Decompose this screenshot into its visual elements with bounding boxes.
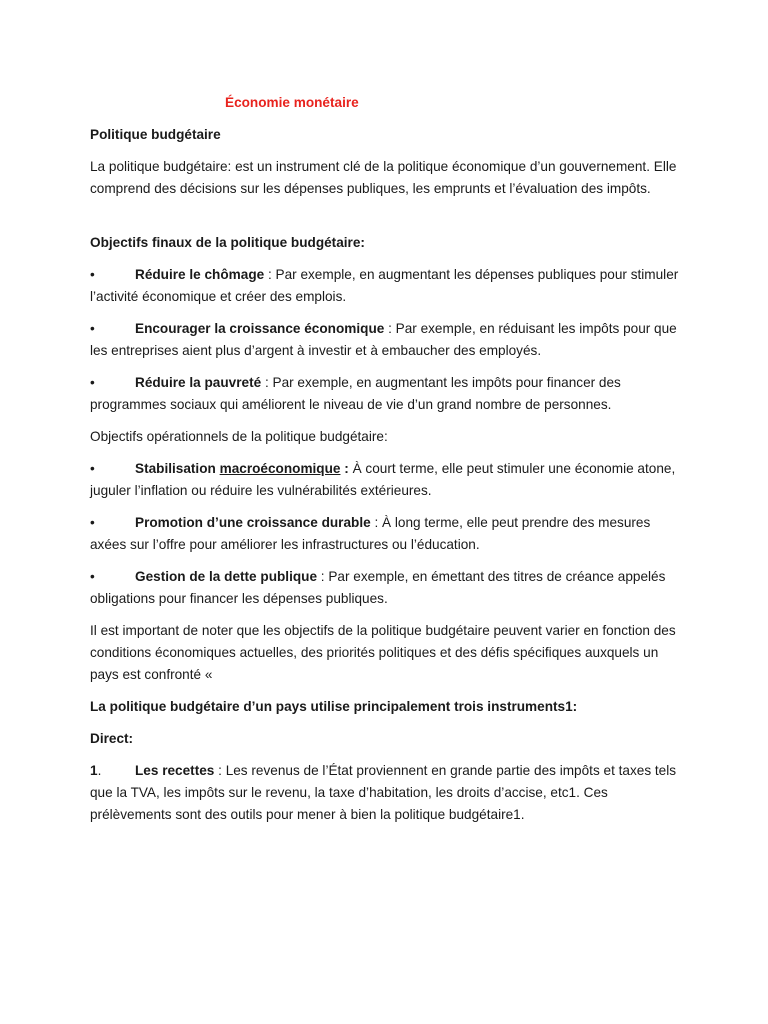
- document-title: Économie monétaire: [225, 95, 359, 110]
- bullet-icon: •: [90, 375, 95, 390]
- list-item: [90, 566, 690, 610]
- list-item-text: : Par exemple, en réduisant les impôts pour que les entreprises aient plus d’argent à investir et à embaucher des employés.: [90, 321, 677, 358]
- direct-heading: Direct:: [90, 731, 134, 746]
- list-item: [90, 372, 690, 416]
- list-item-text: : À long terme, elle peut prendre des mesures axées sur l’offre pour améliorer les infrastructures ou l’éducation.: [90, 515, 651, 552]
- underlined-term: macroéconomique: [219, 461, 341, 476]
- list-item-text: : Par exemple, en émettant des titres de créance appelés obligations pour financer les dépenses publiques.: [90, 569, 666, 606]
- list-item: [90, 264, 690, 308]
- list-item-text: À court terme, elle peut stimuler une économie atone, juguler l’inflation ou réduire les vulnérabilités extérieures.: [90, 461, 676, 498]
- spacer: [90, 210, 690, 232]
- list-item-text: : Par exemple, en augmentant les dépenses publiques pour stimuler l’activité économique et créer des emplois.: [90, 267, 679, 304]
- numbered-item-label: Les recettes: [135, 763, 215, 778]
- intro-paragraph: La politique budgétaire: est un instrument clé de la politique économique d’un gouvernement. Elle comprend des décisions sur les dépenses publiques, les emprunts et l’évaluation des impôts.: [90, 159, 677, 196]
- operational-objectives-heading: Objectifs opérationnels de la politique budgétaire:: [90, 429, 388, 444]
- numbered-item: [90, 760, 690, 826]
- numbered-item-text: : Les revenus de l’État proviennent en grande partie des impôts et taxes tels que la TVA, les impôts sur le revenu, la taxe d’habitation, les droits d’accise, etc1. Ces prélèvements sont des outils pour mener à bien la politique budgétaire1.: [90, 763, 677, 822]
- list-item-label: Promotion d’une croissance durable: [135, 515, 371, 530]
- instruments-heading: La politique budgétaire d’un pays utilise principalement trois instruments1:: [90, 699, 578, 714]
- document-page: [90, 92, 690, 836]
- section-title: Politique budgétaire: [90, 127, 221, 142]
- bullet-icon: •: [90, 321, 95, 336]
- list-item-label-colon: :: [340, 461, 349, 476]
- list-item-text: : Par exemple, en augmentant les impôts pour financer des programmes sociaux qui améliorent le niveau de vie d’un grand nombre de personnes.: [90, 375, 621, 412]
- list-item-label: Gestion de la dette publique: [135, 569, 318, 584]
- final-objectives-heading: Objectifs finaux de la politique budgétaire:: [90, 235, 365, 250]
- list-item: [90, 512, 690, 556]
- bullet-icon: •: [90, 267, 95, 282]
- note-paragraph: Il est important de noter que les objectifs de la politique budgétaire peuvent varier en fonction des conditions économiques actuelles, des priorités politiques et des défis spécifiques auxquels un pays est confronté «: [90, 623, 676, 682]
- list-item-label: Stabilisation: [135, 461, 220, 476]
- list-item-label: Encourager la croissance économique: [135, 321, 385, 336]
- list-item: [90, 458, 690, 502]
- item-number: 1.: [90, 763, 102, 778]
- bullet-icon: •: [90, 461, 95, 476]
- list-item: [90, 318, 690, 362]
- list-item-label: Réduire la pauvreté: [135, 375, 262, 390]
- list-item-label: Réduire le chômage: [135, 267, 265, 282]
- bullet-icon: •: [90, 515, 95, 530]
- bullet-icon: •: [90, 569, 95, 584]
